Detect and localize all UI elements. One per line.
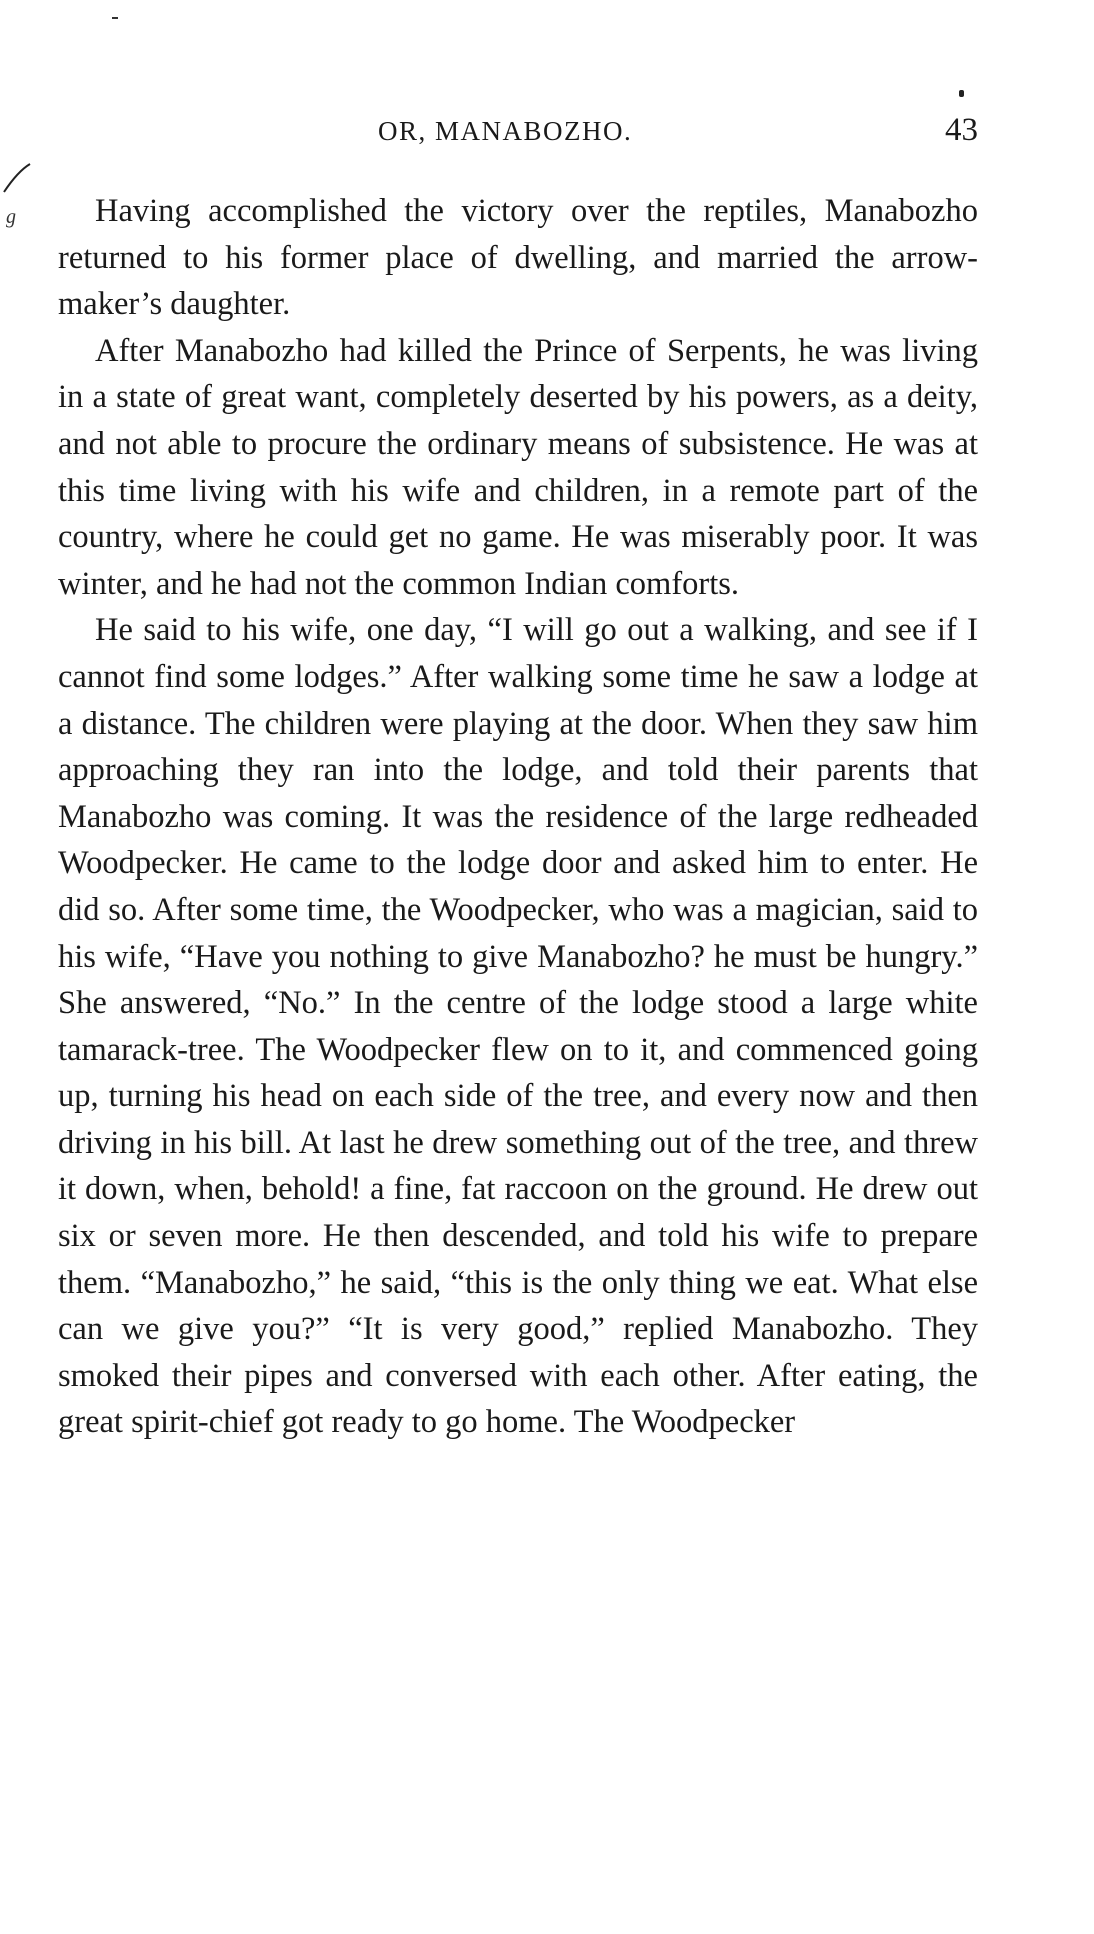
paragraph: After Manabozho had killed the Prince of Serpents, he was living in a state of great want, completely deserted by his powers, as a deity, and not able to procure the ordinary means of subsistence. He was at this time living with his wife and children, in a remote part of the country, where he could get no game. He was miserably poor. It was winter, and he had not the common Indian comforts. <box>58 332 978 602</box>
margin-pencil-mark <box>2 162 32 194</box>
paragraph: He said to his wife, one day, “I will go out a walking, and see if I cannot find some lodges.” After walking some time he saw a lodge at a distance. The children were playing at the door. When they saw him approaching they ran into the lodge, and told their parents that Manabozho was coming. It was the residence of the large redheaded Woodpecker. He came to the lodge door and asked him to enter. He did so. After some time, the Woodpecker, who was a magician, said to his wife, “Have you nothing to give Manabozho? he must be hungry.” She answered, “No.” In the centre of the lodge stood a large white tamarack-tree. The Woodpecker flew on to it, and commenced going up, turning his head on each side of the tree, and every now and then driving in his bill. At last he drew something out of the tree, and threw it down, when, behold! a fine, fat raccoon on the ground. He drew out six or seven more. He then descended, and told his wife to prepare them. “Manabozho,” he said, “this is the only thing we eat. What else can we give you?” “It is very good,” replied Manabozho. They smoked their pipes and conversed with each other. After eating, the great spirit-chief got ready to go home. The Woodpecker <box>58 612 978 1441</box>
running-head <box>58 112 978 152</box>
margin-glyph: g <box>6 206 16 228</box>
running-title: OR, MANABOZHO. <box>378 116 633 146</box>
page-number: 43 <box>945 112 978 148</box>
print-speck <box>112 17 118 19</box>
paragraph: Having accomplished the victory over the reptiles, Manabozho returned to his former place of dwelling, and married the arrow-maker’s daughter. <box>58 193 978 323</box>
body-text <box>58 188 978 1446</box>
print-speck <box>959 90 964 97</box>
